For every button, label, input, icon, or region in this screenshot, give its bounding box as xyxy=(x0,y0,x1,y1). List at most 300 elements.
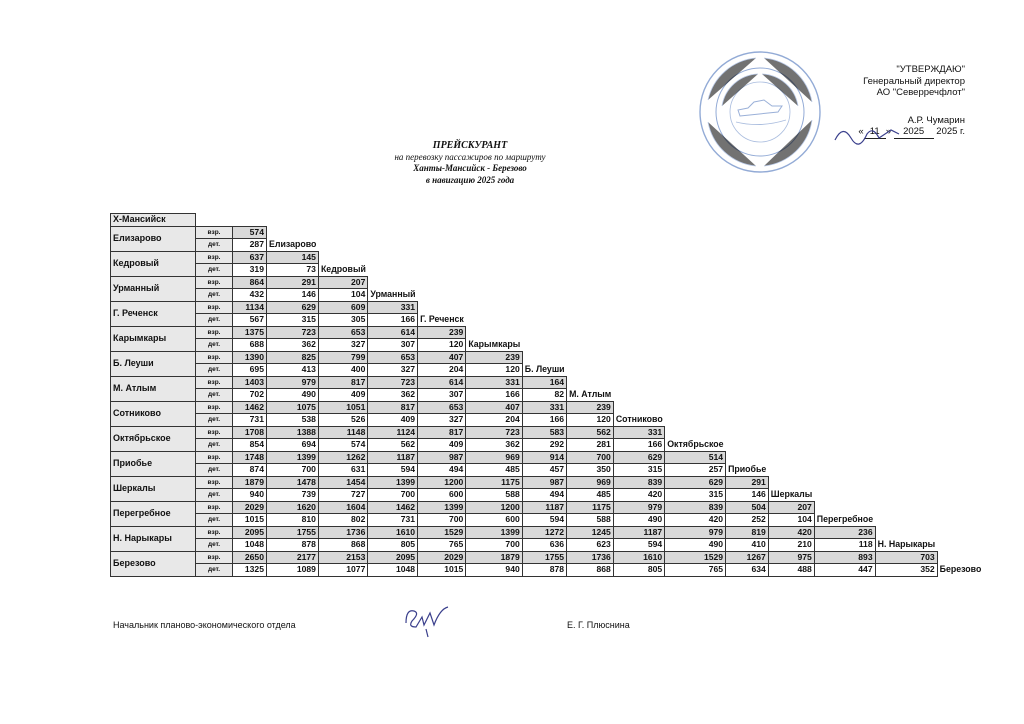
adult-fare-cell: 2095 xyxy=(233,526,267,539)
adult-fare-cell: 1051 xyxy=(318,401,367,414)
child-label: дет. xyxy=(196,314,233,327)
child-fare-cell: 315 xyxy=(665,489,726,502)
station-name: Карымкары xyxy=(111,326,196,351)
adult-fare-cell: 2650 xyxy=(233,551,267,564)
child-fare-cell: 166 xyxy=(522,414,566,427)
child-fare-cell: 485 xyxy=(466,464,522,477)
child-fare-cell: 457 xyxy=(522,464,566,477)
child-label: дет. xyxy=(196,464,233,477)
station-name: Г. Реченск xyxy=(111,301,196,326)
fare-row-adult xyxy=(111,401,984,414)
fare-row-child xyxy=(111,389,984,402)
adult-label: взр. xyxy=(196,351,233,364)
child-fare-cell: 327 xyxy=(418,414,466,427)
child-fare-cell: 409 xyxy=(368,414,418,427)
child-fare-cell: 878 xyxy=(522,564,566,577)
fare-row-adult xyxy=(111,526,984,539)
adult-fare-cell: 723 xyxy=(267,326,319,339)
child-fare-cell: 166 xyxy=(613,439,664,452)
fare-row-adult xyxy=(111,551,984,564)
adult-fare-cell: 653 xyxy=(418,401,466,414)
adult-fare-cell: 1620 xyxy=(267,501,319,514)
child-fare-cell: 526 xyxy=(318,414,367,427)
child-fare-cell: 694 xyxy=(267,439,319,452)
child-fare-cell: 352 xyxy=(875,564,937,577)
fare-row-adult xyxy=(111,451,984,464)
adult-fare-cell: 614 xyxy=(418,376,466,389)
child-fare-cell: 700 xyxy=(267,464,319,477)
adult-label: взр. xyxy=(196,376,233,389)
child-fare-cell: 204 xyxy=(466,414,522,427)
child-fare-cell: 287 xyxy=(233,239,267,252)
adult-fare-cell: 1148 xyxy=(318,426,367,439)
adult-fare-cell: 1610 xyxy=(368,526,418,539)
adult-fare-cell: 1187 xyxy=(368,451,418,464)
adult-fare-cell: 1879 xyxy=(466,551,522,564)
child-label: дет. xyxy=(196,539,233,552)
child-fare-cell: 731 xyxy=(368,514,418,527)
fare-row-child xyxy=(111,489,984,502)
adult-fare-cell: 239 xyxy=(418,326,466,339)
diagonal-station-label: Шеркалы xyxy=(770,489,813,499)
fare-row-child xyxy=(111,314,984,327)
adult-fare-cell: 1134 xyxy=(233,301,267,314)
adult-fare-cell: 629 xyxy=(267,301,319,314)
economist-signature xyxy=(400,603,458,639)
child-fare-cell: 362 xyxy=(267,339,319,352)
station-name: Октябрьское xyxy=(111,426,196,451)
child-fare-cell: 210 xyxy=(768,539,814,552)
fare-row-child xyxy=(111,464,984,477)
adult-fare-cell: 574 xyxy=(233,226,267,239)
child-fare-cell: 1325 xyxy=(233,564,267,577)
adult-fare-cell: 987 xyxy=(522,476,566,489)
child-label: дет. xyxy=(196,364,233,377)
child-fare-cell: 631 xyxy=(318,464,367,477)
adult-fare-cell: 914 xyxy=(522,451,566,464)
adult-fare-cell: 1879 xyxy=(233,476,267,489)
footer-name: Е. Г. Плюснина xyxy=(567,620,630,630)
adult-fare-cell: 723 xyxy=(466,426,522,439)
child-fare-cell: 494 xyxy=(522,489,566,502)
approval-date-close-quote: » xyxy=(885,126,891,137)
diagonal-station-label: Кедровый xyxy=(320,264,366,274)
child-fare-cell: 362 xyxy=(466,439,522,452)
adult-label: взр. xyxy=(196,501,233,514)
adult-fare-cell: 1462 xyxy=(233,401,267,414)
child-label: дет. xyxy=(196,339,233,352)
fare-row-adult xyxy=(111,226,984,239)
child-fare-cell: 731 xyxy=(233,414,267,427)
adult-fare-cell: 1187 xyxy=(613,526,664,539)
child-fare-cell: 940 xyxy=(233,489,267,502)
adult-fare-cell: 207 xyxy=(768,501,814,514)
adult-fare-cell: 629 xyxy=(613,451,664,464)
fare-row-adult xyxy=(111,251,984,264)
child-fare-cell: 319 xyxy=(233,264,267,277)
adult-fare-cell: 653 xyxy=(318,326,367,339)
adult-fare-cell: 1262 xyxy=(318,451,367,464)
document-title: ПРЕЙСКУРАНТ xyxy=(432,140,508,151)
adult-fare-cell: 653 xyxy=(368,351,418,364)
adult-fare-cell: 2153 xyxy=(318,551,367,564)
child-fare-cell: 252 xyxy=(726,514,769,527)
child-fare-cell: 305 xyxy=(318,314,367,327)
child-fare-cell: 810 xyxy=(267,514,319,527)
adult-fare-cell: 817 xyxy=(318,376,367,389)
child-fare-cell: 120 xyxy=(418,339,466,352)
child-fare-cell: 700 xyxy=(418,514,466,527)
station-name: Елизарово xyxy=(111,226,196,251)
adult-fare-cell: 2029 xyxy=(418,551,466,564)
origin-row xyxy=(111,214,984,227)
child-fare-cell: 765 xyxy=(665,564,726,577)
adult-label: взр. xyxy=(196,226,233,239)
child-fare-cell: 588 xyxy=(466,489,522,502)
diagonal-station-label: Березово xyxy=(939,564,982,575)
adult-fare-cell: 893 xyxy=(814,551,875,564)
station-name: Березово xyxy=(111,551,196,576)
child-fare-cell: 868 xyxy=(318,539,367,552)
child-label: дет. xyxy=(196,389,233,402)
child-fare-cell: 315 xyxy=(267,314,319,327)
adult-fare-cell: 145 xyxy=(267,251,319,264)
adult-fare-cell: 1529 xyxy=(418,526,466,539)
fare-row-child xyxy=(111,239,984,252)
child-label: дет. xyxy=(196,239,233,252)
child-fare-cell: 594 xyxy=(522,514,566,527)
station-name: Урманный xyxy=(111,276,196,301)
diagonal-station-label: Карымкары xyxy=(468,339,521,349)
adult-fare-cell: 331 xyxy=(613,426,664,439)
adult-fare-cell: 1403 xyxy=(233,376,267,389)
adult-fare-cell: 331 xyxy=(466,376,522,389)
child-fare-cell: 420 xyxy=(613,489,664,502)
adult-fare-cell: 1529 xyxy=(665,551,726,564)
adult-fare-cell: 1388 xyxy=(267,426,319,439)
adult-fare-cell: 1399 xyxy=(418,501,466,514)
adult-fare-cell: 331 xyxy=(522,401,566,414)
fare-row-child xyxy=(111,514,984,527)
child-fare-cell: 420 xyxy=(665,514,726,527)
child-fare-cell: 805 xyxy=(368,539,418,552)
child-label: дет. xyxy=(196,439,233,452)
title-season: в навигацию 2025 года xyxy=(425,174,515,185)
child-fare-cell: 490 xyxy=(267,389,319,402)
child-fare-cell: 1077 xyxy=(318,564,367,577)
adult-fare-cell: 583 xyxy=(522,426,566,439)
child-fare-cell: 120 xyxy=(466,364,522,377)
fare-table xyxy=(110,213,984,577)
child-fare-cell: 307 xyxy=(418,389,466,402)
adult-fare-cell: 987 xyxy=(418,451,466,464)
child-fare-cell: 327 xyxy=(318,339,367,352)
child-fare-cell: 538 xyxy=(267,414,319,427)
fare-row-adult xyxy=(111,276,984,289)
child-fare-cell: 1015 xyxy=(233,514,267,527)
diagonal-station-label: Елизарово xyxy=(269,239,317,249)
child-fare-cell: 594 xyxy=(368,464,418,477)
child-fare-cell: 327 xyxy=(368,364,418,377)
diagonal-station-label: Перегребное xyxy=(816,514,874,524)
adult-fare-cell: 1200 xyxy=(418,476,466,489)
adult-fare-cell: 407 xyxy=(466,401,522,414)
child-label: дет. xyxy=(196,564,233,577)
child-fare-cell: 765 xyxy=(418,539,466,552)
adult-fare-cell: 1748 xyxy=(233,451,267,464)
adult-fare-cell: 1604 xyxy=(318,501,367,514)
child-fare-cell: 292 xyxy=(522,439,566,452)
child-fare-cell: 700 xyxy=(368,489,418,502)
adult-fare-cell: 239 xyxy=(567,401,614,414)
origin-station: Х-Мансийск xyxy=(111,214,196,227)
child-fare-cell: 146 xyxy=(726,489,769,502)
adult-fare-cell: 969 xyxy=(466,451,522,464)
child-fare-cell: 854 xyxy=(233,439,267,452)
fare-row-child xyxy=(111,289,984,302)
child-fare-cell: 146 xyxy=(267,289,319,302)
adult-fare-cell: 1375 xyxy=(233,326,267,339)
child-fare-cell: 400 xyxy=(318,364,367,377)
child-fare-cell: 257 xyxy=(665,464,726,477)
child-fare-cell: 588 xyxy=(567,514,614,527)
fare-row-adult xyxy=(111,376,984,389)
diagonal-station-label: Октябрьское xyxy=(667,439,724,449)
adult-fare-cell: 1390 xyxy=(233,351,267,364)
adult-label: взр. xyxy=(196,551,233,564)
child-fare-cell: 1048 xyxy=(368,564,418,577)
child-fare-cell: 204 xyxy=(418,364,466,377)
child-fare-cell: 490 xyxy=(665,539,726,552)
adult-fare-cell: 1399 xyxy=(466,526,522,539)
fare-row-adult xyxy=(111,426,984,439)
fare-row-child xyxy=(111,414,984,427)
child-fare-cell: 702 xyxy=(233,389,267,402)
fare-table-body xyxy=(111,214,984,577)
adult-fare-cell: 1124 xyxy=(368,426,418,439)
diagonal-station-label: Урманный xyxy=(370,289,416,299)
child-fare-cell: 636 xyxy=(522,539,566,552)
child-fare-cell: 700 xyxy=(466,539,522,552)
adult-label: взр. xyxy=(196,326,233,339)
document-title-block xyxy=(320,140,620,186)
adult-fare-cell: 975 xyxy=(768,551,814,564)
adult-fare-cell: 839 xyxy=(665,501,726,514)
company-seal-stamp xyxy=(698,50,822,174)
adult-fare-cell: 1200 xyxy=(466,501,522,514)
child-fare-cell: 594 xyxy=(613,539,664,552)
child-fare-cell: 409 xyxy=(418,439,466,452)
adult-fare-cell: 1478 xyxy=(267,476,319,489)
adult-fare-cell: 407 xyxy=(418,351,466,364)
fare-row-adult xyxy=(111,501,984,514)
station-name: Кедровый xyxy=(111,251,196,276)
adult-fare-cell: 1267 xyxy=(726,551,769,564)
child-fare-cell: 281 xyxy=(567,439,614,452)
child-label: дет. xyxy=(196,264,233,277)
adult-fare-cell: 817 xyxy=(368,401,418,414)
adult-fare-cell: 864 xyxy=(233,276,267,289)
adult-fare-cell: 799 xyxy=(318,351,367,364)
adult-fare-cell: 164 xyxy=(522,376,566,389)
adult-fare-cell: 2177 xyxy=(267,551,319,564)
child-fare-cell: 567 xyxy=(233,314,267,327)
child-fare-cell: 104 xyxy=(768,514,814,527)
adult-fare-cell: 723 xyxy=(368,376,418,389)
child-fare-cell: 166 xyxy=(466,389,522,402)
adult-fare-cell: 1175 xyxy=(567,501,614,514)
adult-fare-cell: 1187 xyxy=(522,501,566,514)
adult-fare-cell: 700 xyxy=(567,451,614,464)
child-fare-cell: 562 xyxy=(368,439,418,452)
adult-fare-cell: 1245 xyxy=(567,526,614,539)
child-fare-cell: 350 xyxy=(567,464,614,477)
child-fare-cell: 494 xyxy=(418,464,466,477)
adult-fare-cell: 1736 xyxy=(318,526,367,539)
adult-fare-cell: 609 xyxy=(318,301,367,314)
child-fare-cell: 490 xyxy=(613,514,664,527)
adult-fare-cell: 969 xyxy=(567,476,614,489)
title-line-1: на перевозку пассажиров по маршруту xyxy=(394,151,546,162)
adult-fare-cell: 1399 xyxy=(267,451,319,464)
adult-fare-cell: 839 xyxy=(613,476,664,489)
child-fare-cell: 82 xyxy=(522,389,566,402)
fare-row-adult xyxy=(111,301,984,314)
adult-fare-cell: 1454 xyxy=(318,476,367,489)
adult-fare-cell: 1075 xyxy=(267,401,319,414)
diagonal-station-label: Приобье xyxy=(728,464,767,474)
child-fare-cell: 874 xyxy=(233,464,267,477)
adult-label: взр. xyxy=(196,401,233,414)
adult-label: взр. xyxy=(196,526,233,539)
adult-fare-cell: 291 xyxy=(726,476,769,489)
footer-role: Начальник планово-экономического отдела xyxy=(113,620,296,630)
adult-fare-cell: 637 xyxy=(233,251,267,264)
child-fare-cell: 104 xyxy=(318,289,367,302)
adult-fare-cell: 703 xyxy=(875,551,937,564)
title-route: Ханты-Мансийск - Березово xyxy=(413,163,527,173)
diagonal-station-label: Г. Реченск xyxy=(420,314,464,324)
station-name: Приобье xyxy=(111,451,196,476)
child-fare-cell: 727 xyxy=(318,489,367,502)
child-fare-cell: 739 xyxy=(267,489,319,502)
adult-fare-cell: 825 xyxy=(267,351,319,364)
diagonal-station-label: Б. Леуши xyxy=(524,364,565,374)
child-fare-cell: 600 xyxy=(466,514,522,527)
child-fare-cell: 307 xyxy=(368,339,418,352)
child-fare-cell: 166 xyxy=(368,314,418,327)
approval-name: А.Р. Чумарин xyxy=(907,114,965,126)
adult-fare-cell: 1272 xyxy=(522,526,566,539)
approval-heading: "УТВЕРЖДАЮ" xyxy=(896,64,965,75)
child-fare-cell: 805 xyxy=(613,564,664,577)
adult-label: взр. xyxy=(196,476,233,489)
adult-fare-cell: 1708 xyxy=(233,426,267,439)
diagonal-station-label: Н. Нарыкары xyxy=(877,539,936,549)
director-signature xyxy=(833,120,903,146)
child-label: дет. xyxy=(196,489,233,502)
adult-fare-cell: 420 xyxy=(768,526,814,539)
adult-fare-cell: 504 xyxy=(726,501,769,514)
approval-position: Генеральный директор xyxy=(863,75,965,87)
child-fare-cell: 695 xyxy=(233,364,267,377)
adult-fare-cell: 236 xyxy=(814,526,875,539)
fare-row-adult xyxy=(111,351,984,364)
child-fare-cell: 1015 xyxy=(418,564,466,577)
child-fare-cell: 688 xyxy=(233,339,267,352)
adult-label: взр. xyxy=(196,251,233,264)
adult-fare-cell: 331 xyxy=(368,301,418,314)
adult-fare-cell: 239 xyxy=(466,351,522,364)
adult-fare-cell: 979 xyxy=(665,526,726,539)
child-fare-cell: 1048 xyxy=(233,539,267,552)
adult-fare-cell: 629 xyxy=(665,476,726,489)
adult-fare-cell: 1175 xyxy=(466,476,522,489)
child-fare-cell: 362 xyxy=(368,389,418,402)
approval-org: АО "Северречфлот" xyxy=(876,87,965,98)
fare-row-child xyxy=(111,439,984,452)
child-fare-cell: 623 xyxy=(567,539,614,552)
adult-fare-cell: 2029 xyxy=(233,501,267,514)
child-fare-cell: 73 xyxy=(267,264,319,277)
adult-fare-cell: 2095 xyxy=(368,551,418,564)
adult-fare-cell: 514 xyxy=(665,451,726,464)
station-name: Перегребное xyxy=(111,501,196,526)
adult-label: взр. xyxy=(196,276,233,289)
adult-label: взр. xyxy=(196,301,233,314)
child-fare-cell: 432 xyxy=(233,289,267,302)
child-fare-cell: 485 xyxy=(567,489,614,502)
fare-row-child xyxy=(111,264,984,277)
fare-row-child xyxy=(111,564,984,577)
child-label: дет. xyxy=(196,289,233,302)
child-fare-cell: 802 xyxy=(318,514,367,527)
adult-fare-cell: 1462 xyxy=(368,501,418,514)
fare-row-child xyxy=(111,539,984,552)
child-label: дет. xyxy=(196,414,233,427)
child-fare-cell: 413 xyxy=(267,364,319,377)
child-fare-cell: 878 xyxy=(267,539,319,552)
adult-fare-cell: 562 xyxy=(567,426,614,439)
child-fare-cell: 488 xyxy=(768,564,814,577)
child-label: дет. xyxy=(196,514,233,527)
child-fare-cell: 118 xyxy=(814,539,875,552)
fare-row-child xyxy=(111,364,984,377)
adult-fare-cell: 819 xyxy=(726,526,769,539)
child-fare-cell: 447 xyxy=(814,564,875,577)
station-name: Н. Нарыкары xyxy=(111,526,196,551)
station-name: Б. Леуши xyxy=(111,351,196,376)
adult-fare-cell: 1755 xyxy=(522,551,566,564)
station-name: М. Атлым xyxy=(111,376,196,401)
approval-date-open-quote: « xyxy=(858,126,864,137)
adult-fare-cell: 1610 xyxy=(613,551,664,564)
adult-fare-cell: 614 xyxy=(368,326,418,339)
diagonal-station-label: Сотниково xyxy=(615,414,663,424)
child-fare-cell: 120 xyxy=(567,414,614,427)
child-fare-cell: 940 xyxy=(466,564,522,577)
adult-fare-cell: 979 xyxy=(267,376,319,389)
approval-date-day: 11 xyxy=(864,126,886,139)
adult-fare-cell: 979 xyxy=(613,501,664,514)
approval-date-year: 2025 г. xyxy=(936,126,965,137)
diagonal-station-label: М. Атлым xyxy=(569,389,612,399)
station-name: Шеркалы xyxy=(111,476,196,501)
adult-fare-cell: 1399 xyxy=(368,476,418,489)
fare-row-adult xyxy=(111,476,984,489)
adult-fare-cell: 1736 xyxy=(567,551,614,564)
adult-label: взр. xyxy=(196,451,233,464)
